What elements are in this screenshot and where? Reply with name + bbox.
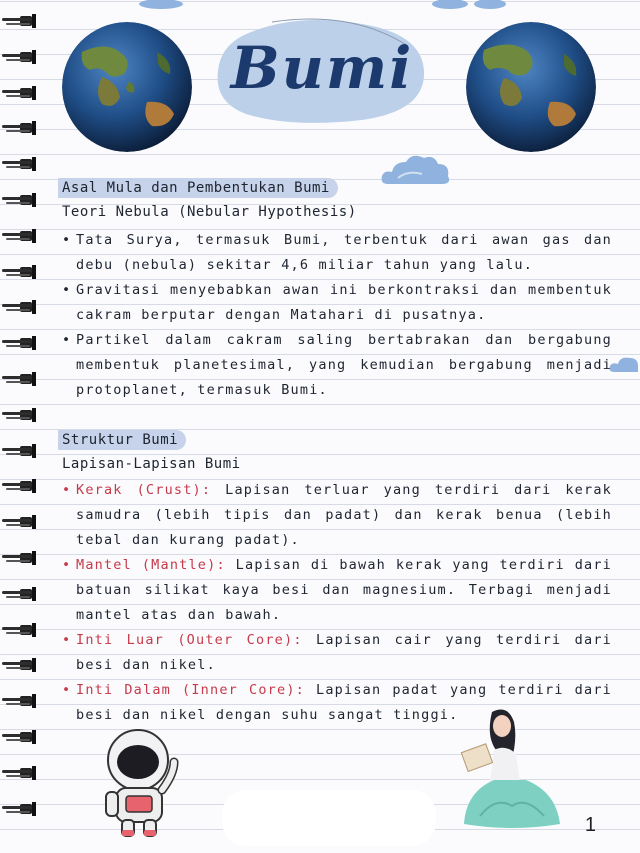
list-item: • Mantel (Mantle): Lapisan di bawah kerak yang terdiri dari batuan silikat kaya besi dan magnesium. Terbagi menjadi mantel atas dan bawah. xyxy=(62,553,612,628)
cloud-icon xyxy=(136,0,186,10)
bullet-icon: • xyxy=(62,332,72,348)
section-subheading: Lapisan-Lapisan Bumi xyxy=(62,456,241,472)
bullet-icon: • xyxy=(62,682,72,698)
spiral-ring xyxy=(2,408,38,422)
cloud-icon xyxy=(378,150,454,192)
page-title: Bumi xyxy=(230,34,414,102)
bullet-icon: • xyxy=(62,282,72,298)
spiral-ring xyxy=(2,50,38,64)
spiral-ring xyxy=(2,551,38,565)
bullet-list xyxy=(62,478,612,728)
page-number: 1 xyxy=(584,814,596,836)
cloud-icon xyxy=(430,0,510,10)
section-heading: Asal Mula dan Pembentukan Bumi xyxy=(58,178,338,198)
section-heading: Struktur Bumi xyxy=(58,430,186,450)
list-item: • Tata Surya, termasuk Bumi, terbentuk dari awan gas dan debu (nebula) sekitar 4,6 miliar tahun yang lalu. xyxy=(62,228,612,278)
list-item: • Kerak (Crust): Lapisan terluar yang terdiri dari kerak samudra (lebih tipis dan padat) dan kerak benua (lebih tebal dan kurang padat). xyxy=(62,478,612,553)
bullet-icon: • xyxy=(62,232,72,248)
cloud-icon xyxy=(608,350,640,376)
list-item: • Inti Luar (Outer Core): Lapisan cair yang terdiri dari besi dan nikel. xyxy=(62,628,612,678)
list-item: • Gravitasi menyebabkan awan ini berkontraksi dan membentuk cakram berputar dengan Matahari di pusatnya. xyxy=(62,278,612,328)
girl-reading-illustration xyxy=(456,706,570,832)
bullet-list xyxy=(62,228,612,403)
section-subheading: Teori Nebula (Nebular Hypothesis) xyxy=(62,204,357,220)
spiral-binding xyxy=(0,0,52,853)
spiral-ring xyxy=(2,14,38,28)
spiral-ring xyxy=(2,479,38,493)
astronaut-illustration xyxy=(100,724,186,840)
spiral-ring xyxy=(2,587,38,601)
spiral-ring xyxy=(2,300,38,314)
bullet-icon: • xyxy=(62,482,72,498)
earth-globe-right-image xyxy=(466,22,596,152)
spiral-ring xyxy=(2,193,38,207)
spiral-ring xyxy=(2,802,38,816)
spiral-ring xyxy=(2,157,38,171)
bullet-icon: • xyxy=(62,557,72,573)
spiral-ring xyxy=(2,444,38,458)
spiral-ring xyxy=(2,730,38,744)
bullet-icon: • xyxy=(62,632,72,648)
spiral-ring xyxy=(2,658,38,672)
spiral-ring xyxy=(2,515,38,529)
spiral-ring xyxy=(2,623,38,637)
spiral-ring xyxy=(2,336,38,350)
spiral-ring xyxy=(2,766,38,780)
spiral-ring xyxy=(2,121,38,135)
blank-sticker xyxy=(222,790,436,846)
spiral-ring xyxy=(2,86,38,100)
earth-globe-left-image xyxy=(62,22,192,152)
spiral-ring xyxy=(2,229,38,243)
list-item: • Partikel dalam cakram saling bertabrakan dan bergabung membentuk planetesimal, yang kemudian bergabung menjadi protoplanet, termasuk Bumi. xyxy=(62,328,612,403)
spiral-ring xyxy=(2,694,38,708)
spiral-ring xyxy=(2,372,38,386)
spiral-ring xyxy=(2,265,38,279)
title-block xyxy=(212,16,432,126)
list-item: • Inti Dalam (Inner Core): Lapisan padat yang terdiri dari besi dan nikel dengan suhu sangat tinggi. xyxy=(62,678,612,728)
